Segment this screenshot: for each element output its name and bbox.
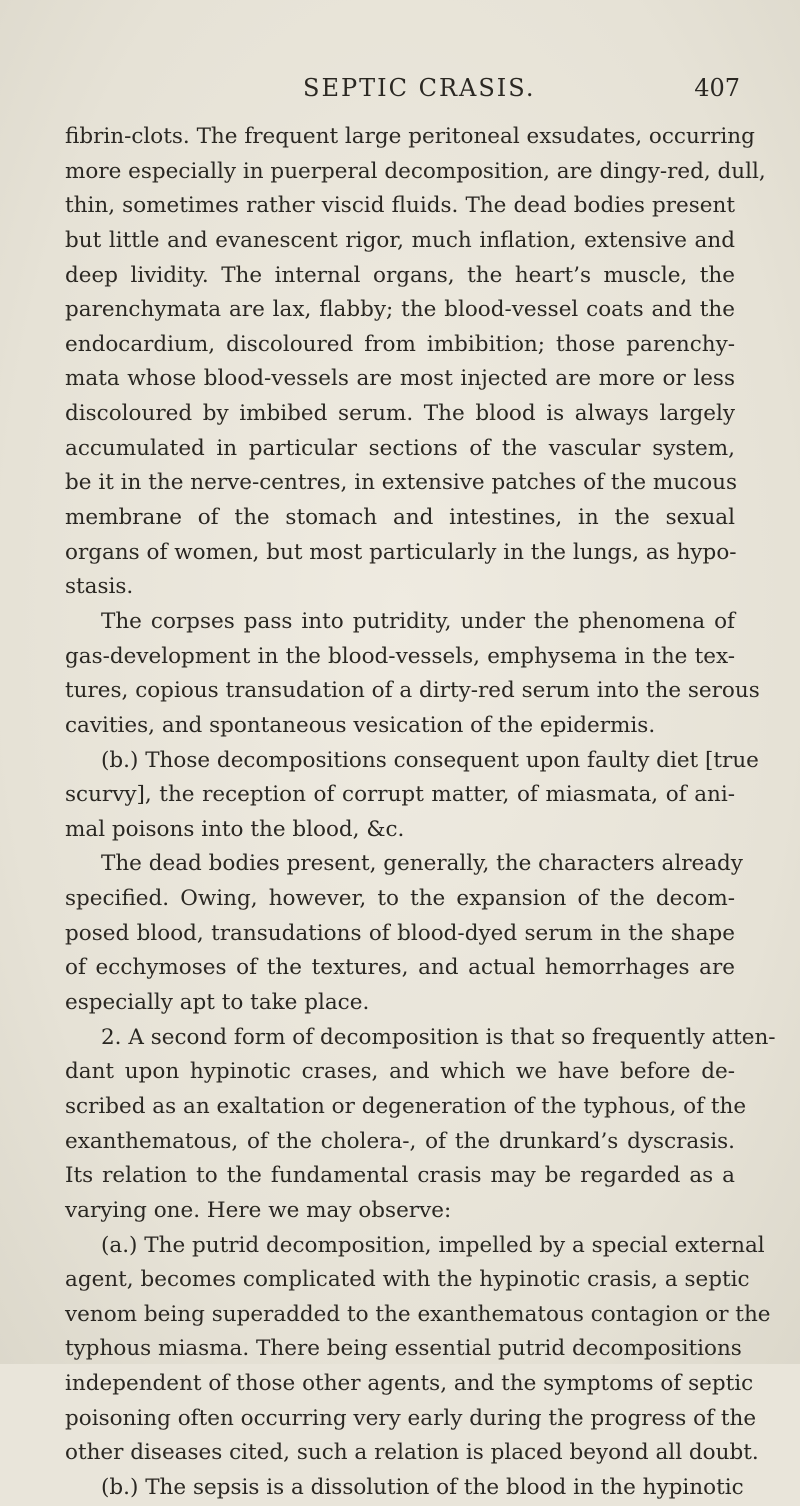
text-line: of ecchymoses of the textures, and actual hemorrhages are bbox=[65, 955, 735, 981]
text-line: endocardium, discoloured from imbibition; those parenchy- bbox=[65, 331, 735, 357]
text-line: thin, sometimes rather viscid fluids. The dead bodies present bbox=[65, 193, 735, 219]
text-line: gas-development in the blood-vessels, emphysema in the tex- bbox=[65, 643, 735, 669]
text-line: discoloured by imbibed serum. The blood is always largely bbox=[65, 401, 735, 427]
text-line: typhous miasma. There being essential putrid decompositions bbox=[65, 1336, 742, 1362]
text-line: parenchymata are lax, flabby; the blood-vessel coats and the bbox=[65, 297, 735, 323]
text-line: especially apt to take place. bbox=[65, 990, 370, 1016]
text-line: (a.) The putrid decomposition, impelled by a special external bbox=[101, 1232, 765, 1258]
text-line: poisoning often occurring very early during the progress of the bbox=[65, 1405, 757, 1431]
text-line: tures, copious transudation of a dirty-red serum into the serous bbox=[65, 678, 760, 704]
text-line: mata whose blood-vessels are most injected are more or less bbox=[65, 366, 735, 392]
text-line: independent of those other agents, and the symptoms of septic bbox=[65, 1371, 754, 1397]
text-line: but little and evanescent rigor, much inflation, extensive and bbox=[65, 227, 735, 253]
text-line: membrane of the stomach and intestines, in the sexual bbox=[65, 505, 735, 531]
text-line: organs of women, but most particularly in the lungs, as hypo- bbox=[65, 539, 737, 565]
text-line: cavities, and spontaneous vesication of the epidermis. bbox=[65, 712, 656, 738]
text-line: 2. A second form of decomposition is that so frequently atten- bbox=[101, 1024, 776, 1050]
text-line: other diseases cited, such a relation is placed beyond all doubt. bbox=[65, 1440, 759, 1466]
text-line: fibrin-clots. The frequent large peritoneal exsudates, occurring bbox=[65, 124, 755, 149]
text-line: scurvy], the reception of corrupt matter, of miasmata, of ani- bbox=[65, 782, 735, 808]
text-line: (b.) The sepsis is a dissolution of the blood in the hypinotic bbox=[101, 1474, 744, 1500]
text-line: The dead bodies present, generally, the characters already bbox=[101, 851, 743, 877]
text-line: accumulated in particular sections of the vascular system, bbox=[65, 435, 735, 461]
text-line: more especially in puerperal decomposition, are dingy-red, dull, bbox=[65, 158, 766, 184]
text-line: Its relation to the fundamental crasis may be regarded as a bbox=[65, 1163, 735, 1189]
text-line: be it in the nerve-centres, in extensive patches of the mucous bbox=[65, 470, 738, 496]
text-line: dant upon hypinotic crases, and which we have before de- bbox=[65, 1059, 735, 1085]
text-line: (b.) Those decompositions consequent upon faulty diet [true bbox=[101, 747, 759, 773]
body-text bbox=[65, 120, 776, 1506]
text-line: stasis. bbox=[65, 574, 134, 600]
text-line: The corpses pass into putridity, under the phenomena of bbox=[101, 608, 735, 634]
text-line: varying one. Here we may observe: bbox=[65, 1197, 452, 1223]
running-head bbox=[0, 74, 800, 104]
text-line: venom being superadded to the exanthematous contagion or the bbox=[65, 1301, 771, 1327]
text-line: mal poisons into the blood, &c. bbox=[65, 816, 405, 842]
text-line: agent, becomes complicated with the hypinotic crasis, a septic bbox=[65, 1267, 750, 1293]
page-number: 407 bbox=[694, 74, 740, 102]
text-line: exanthematous, of the cholera-, of the drunkard’s dyscrasis. bbox=[65, 1128, 735, 1154]
text-line: deep lividity. The internal organs, the heart’s muscle, the bbox=[65, 262, 735, 288]
running-title: SEPTIC CRASIS. bbox=[303, 74, 536, 102]
text-line: posed blood, transudations of blood-dyed serum in the shape bbox=[65, 920, 735, 946]
text-line: specified. Owing, however, to the expansion of the decom- bbox=[65, 886, 735, 912]
text-line: scribed as an exaltation or degeneration of the typhous, of the bbox=[65, 1093, 747, 1119]
